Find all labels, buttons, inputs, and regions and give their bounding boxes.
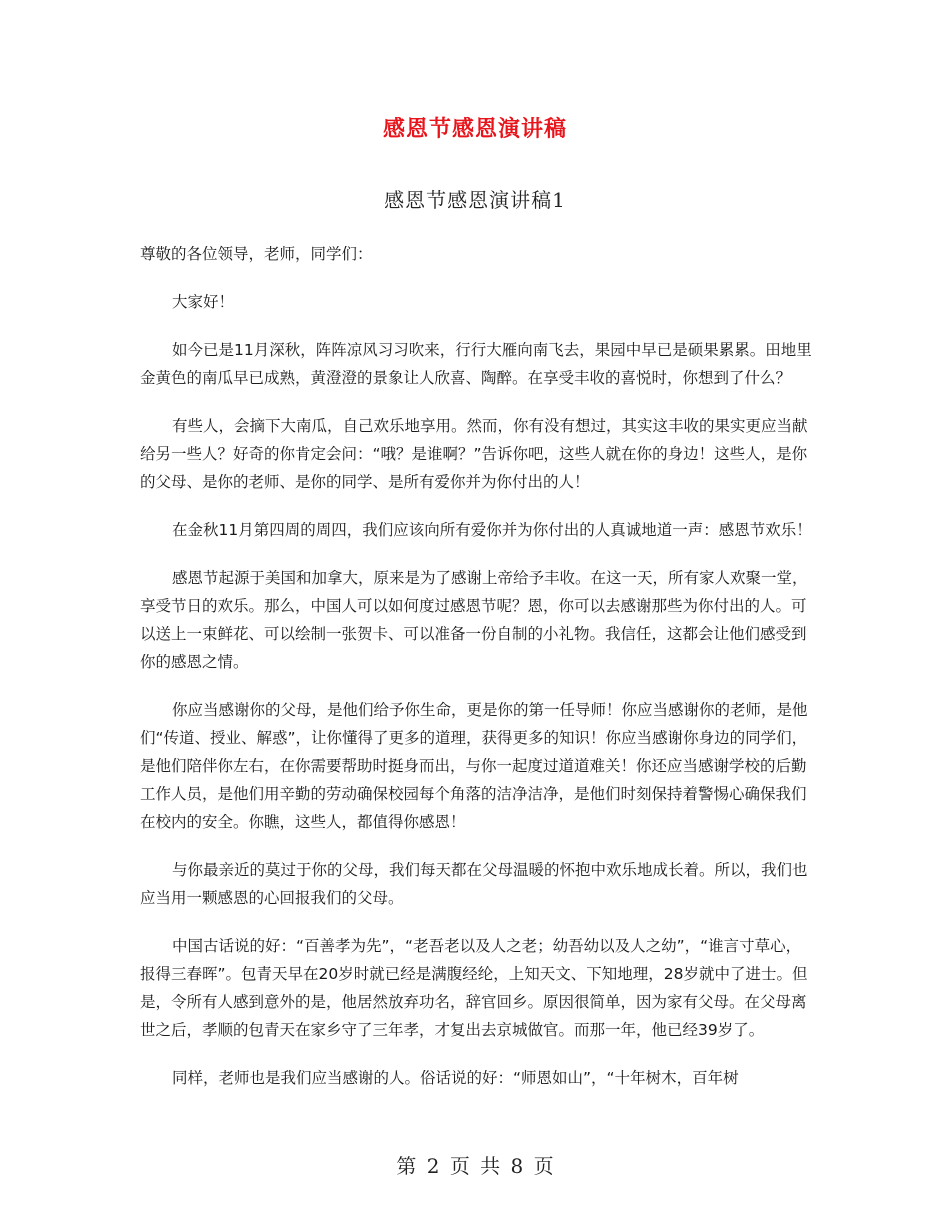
paragraph: 大家好！	[172, 293, 235, 311]
document-title: 感恩节感恩演讲稿	[382, 117, 567, 142]
document-body	[140, 240, 812, 1112]
document-subtitle: 感恩节感恩演讲稿1	[384, 188, 566, 212]
salutation: 尊敬的各位领导，老师，同学们：	[140, 245, 373, 263]
paragraph: 在金秋11月第四周的周四，我们应该向所有爱你并为你付出的人真诚地道一声：感恩节欢乐！	[172, 521, 812, 539]
paragraph: 如今已是11月深秋，阵阵凉风习习吹来，行行大雁向南飞去，果园中早已是硕果累累。田地里金黄色的南瓜早已成熟，黄澄澄的景象让人欣喜、陶醉。在享受丰收的喜悦时，你想到了什么？	[140, 341, 812, 387]
paragraph: 中国古话说的好：“百善孝为先”，“老吾老以及人之老；幼吾幼以及人之幼”，“谁言寸草心，报得三春晖”。包青天早在20岁时就已经是满腹经纶，上知天文、下知地理，28岁就中了进士。但是，令所有人感到意外的是，他居然放弃功名，辞官回乡。原因很简单，因为家有父母。在父母离世之后，孝顺的包青天在家乡守了三年孝，才复出去京城做官。而那一年，他已经39岁了。	[140, 937, 808, 1039]
paragraph: 与你最亲近的莫过于你的父母，我们每天都在父母温暖的怀抱中欢乐地成长着。所以，我们也应当用一颗感恩的心回报我们的父母。	[140, 861, 808, 907]
page-footer: 第 2 页 共 8 页	[396, 1154, 554, 1178]
paragraph: 感恩节起源于美国和加拿大，原来是为了感谢上帝给予丰收。在这一天，所有家人欢聚一堂，享受节日的欢乐。那么，中国人可以如何度过感恩节呢？恩，你可以去感谢那些为你付出的人。可以送上一束鲜花、可以绘制一张贺卡、可以准备一份自制的小礼物。我信任，这都会让他们感受到你的感恩之情。	[140, 569, 808, 671]
paragraph: 同样，老师也是我们应当感谢的人。俗话说的好：“师恩如山”，“十年树木，百年树	[172, 1069, 739, 1087]
paragraph: 你应当感谢你的父母，是他们给予你生命，更是你的第一任导师！你应当感谢你的老师，是他们“传道、授业、解惑”，让你懂得了更多的道理，获得更多的知识！你应当感谢你身边的同学们，是他们陪伴你左右，在你需要帮助时挺身而出，与你一起度过道道难关！你还应当感谢学校的后勤工作人员，是他们用辛勤的劳动确保校园每个角落的洁净洁净，是他们时刻保持着警惕心确保我们在校内的安全。你瞧，这些人，都值得你感恩！	[140, 701, 808, 831]
paragraph: 有些人，会摘下大南瓜，自己欢乐地享用。然而，你有没有想过，其实这丰收的果实更应当献给另一些人？好奇的你肯定会问：“哦？是谁啊？”告诉你吧，这些人就在你的身边！这些人，是你的父母、是你的老师、是你的同学、是所有爱你并为你付出的人！	[140, 417, 808, 491]
